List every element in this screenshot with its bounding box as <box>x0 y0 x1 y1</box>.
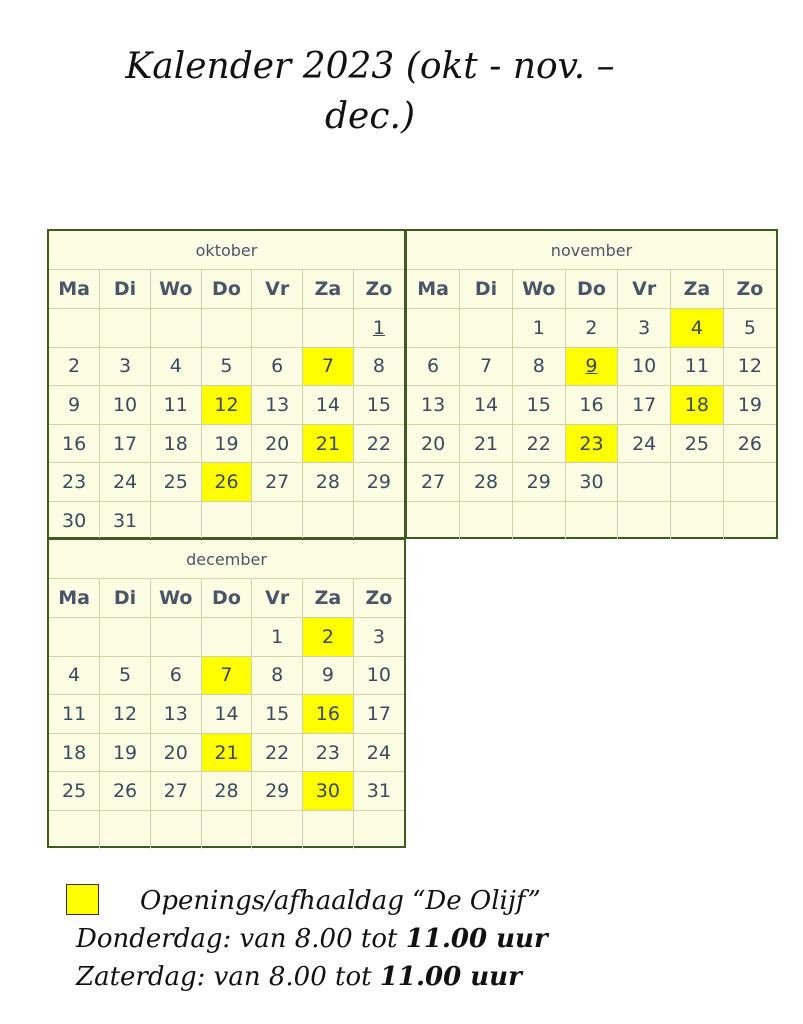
highlight-legend-swatch <box>66 884 99 915</box>
day-cell <box>565 309 618 348</box>
day-cell <box>303 463 354 502</box>
day-number: 25 <box>62 780 87 803</box>
day-cell <box>407 463 460 502</box>
empty-day-cell <box>252 502 303 541</box>
day-number: 2 <box>585 316 598 339</box>
day-cell <box>100 656 151 695</box>
day-number: 20 <box>421 432 446 455</box>
empty-day-cell <box>512 502 565 541</box>
day-number: 2 <box>321 625 334 648</box>
month-december <box>47 538 406 848</box>
highlighted-day-cell <box>303 695 354 734</box>
empty-day-cell <box>407 502 460 541</box>
day-number: 12 <box>112 703 138 726</box>
day-cell <box>49 656 100 695</box>
empty-day-cell <box>353 502 404 541</box>
day-cell <box>49 463 100 502</box>
week-row <box>49 424 404 463</box>
day-number: 1 <box>271 625 284 648</box>
day-number: 30 <box>579 471 604 494</box>
weekday-header: Ma <box>49 270 100 309</box>
day-cell <box>512 347 565 386</box>
day-number: 20 <box>163 741 188 764</box>
week-row <box>407 424 776 463</box>
day-cell <box>252 386 303 425</box>
day-cell <box>303 733 354 772</box>
legend-saturday-hours <box>76 962 522 992</box>
day-cell <box>618 309 671 348</box>
day-number: 26 <box>214 471 239 494</box>
day-cell <box>100 772 151 811</box>
day-number: 6 <box>271 355 284 378</box>
month-oktober <box>47 229 406 539</box>
weekday-header: Do <box>201 579 252 618</box>
day-cell <box>618 386 671 425</box>
day-cell <box>353 772 404 811</box>
day-number: 22 <box>366 432 391 455</box>
day-cell <box>49 347 100 386</box>
day-number: 18 <box>62 741 87 764</box>
day-number: 19 <box>214 432 239 455</box>
day-cell <box>150 424 201 463</box>
month-name: oktober <box>49 231 404 270</box>
day-number: 9 <box>585 355 598 378</box>
day-number: 22 <box>265 741 290 764</box>
highlighted-day-cell <box>303 618 354 657</box>
title-line-2: dec.) <box>325 96 415 137</box>
day-cell <box>252 733 303 772</box>
day-cell <box>460 347 513 386</box>
day-number: 10 <box>366 664 391 687</box>
weekday-header: Vr <box>252 270 303 309</box>
day-number: 26 <box>112 780 138 803</box>
page-title <box>60 42 680 142</box>
day-cell <box>150 733 201 772</box>
day-cell <box>565 463 618 502</box>
day-number: 10 <box>112 394 138 417</box>
day-number: 24 <box>632 432 657 455</box>
day-cell <box>252 772 303 811</box>
weekday-header: Za <box>303 579 354 618</box>
day-cell <box>100 386 151 425</box>
highlighted-day-cell <box>201 656 252 695</box>
day-cell <box>671 424 724 463</box>
day-cell <box>201 772 252 811</box>
legend-thursday-hours <box>76 924 548 954</box>
empty-day-cell <box>201 811 252 850</box>
day-number: 14 <box>473 394 499 417</box>
day-cell <box>353 656 404 695</box>
day-number: 4 <box>68 664 81 687</box>
day-cell <box>49 386 100 425</box>
highlighted-day-cell <box>303 424 354 463</box>
day-cell <box>150 772 201 811</box>
empty-day-cell <box>100 309 151 348</box>
empty-day-cell <box>150 309 201 348</box>
empty-day-cell <box>150 811 201 850</box>
day-cell <box>460 463 513 502</box>
day-cell <box>252 463 303 502</box>
weekday-header: Za <box>303 270 354 309</box>
month-name: december <box>49 540 404 579</box>
day-cell <box>49 772 100 811</box>
day-cell <box>353 347 404 386</box>
day-cell <box>100 424 151 463</box>
empty-day-cell <box>201 309 252 348</box>
day-cell <box>353 695 404 734</box>
day-number: 6 <box>427 355 440 378</box>
week-row <box>49 733 404 772</box>
day-cell <box>49 733 100 772</box>
day-number: 28 <box>473 471 499 494</box>
weekday-header: Wo <box>150 270 201 309</box>
day-number: 4 <box>169 355 182 378</box>
day-cell <box>512 309 565 348</box>
day-cell <box>565 386 618 425</box>
day-cell <box>407 424 460 463</box>
week-row <box>49 463 404 502</box>
legend-saturday-end: 11.00 uur <box>379 962 522 992</box>
day-number: 22 <box>526 432 551 455</box>
day-number: 3 <box>372 625 385 648</box>
day-cell <box>150 656 201 695</box>
day-cell <box>49 502 100 541</box>
day-number: 31 <box>366 780 391 803</box>
day-number: 8 <box>532 355 545 378</box>
day-number: 12 <box>214 394 239 417</box>
day-cell <box>252 424 303 463</box>
day-number: 17 <box>112 432 138 455</box>
day-cell <box>407 347 460 386</box>
day-number: 9 <box>321 664 334 687</box>
weekday-header: Di <box>100 270 151 309</box>
day-number: 26 <box>737 432 762 455</box>
empty-day-cell <box>565 502 618 541</box>
day-number: 19 <box>737 394 762 417</box>
calendar-grid <box>49 579 404 849</box>
empty-day-cell <box>150 618 201 657</box>
highlighted-day-cell <box>201 733 252 772</box>
weekday-header: Di <box>460 270 513 309</box>
day-number: 25 <box>163 471 188 494</box>
day-number: 10 <box>632 355 657 378</box>
day-cell <box>723 347 776 386</box>
day-number: 11 <box>62 703 87 726</box>
day-cell <box>407 386 460 425</box>
day-number: 23 <box>579 432 604 455</box>
empty-day-cell <box>303 309 354 348</box>
highlighted-day-cell <box>201 463 252 502</box>
day-number: 16 <box>62 432 87 455</box>
day-number: 20 <box>265 432 290 455</box>
empty-day-cell <box>49 811 100 850</box>
day-number: 11 <box>684 355 709 378</box>
day-cell <box>353 309 404 348</box>
weekday-header: Di <box>100 579 151 618</box>
day-cell <box>150 463 201 502</box>
day-number: 3 <box>638 316 651 339</box>
day-number: 16 <box>579 394 604 417</box>
legend-thursday-end: 11.00 uur <box>405 924 548 954</box>
empty-day-cell <box>671 502 724 541</box>
day-number: 7 <box>321 355 334 378</box>
day-cell <box>723 309 776 348</box>
day-number: 31 <box>112 510 138 533</box>
day-number: 24 <box>366 741 391 764</box>
day-cell <box>353 424 404 463</box>
weekday-header: Wo <box>150 579 201 618</box>
empty-day-cell <box>201 502 252 541</box>
day-number: 15 <box>366 394 391 417</box>
day-number: 28 <box>315 471 340 494</box>
highlighted-day-cell <box>201 386 252 425</box>
day-number: 24 <box>112 471 138 494</box>
day-cell <box>353 733 404 772</box>
day-cell <box>252 656 303 695</box>
day-number: 27 <box>265 471 290 494</box>
calendar-grid <box>407 270 776 540</box>
day-cell <box>723 386 776 425</box>
day-cell <box>201 347 252 386</box>
day-number: 4 <box>690 316 703 339</box>
day-number: 7 <box>480 355 493 378</box>
day-number: 3 <box>119 355 132 378</box>
day-number: 15 <box>265 703 290 726</box>
day-cell <box>100 502 151 541</box>
week-row <box>49 618 404 657</box>
day-cell <box>49 695 100 734</box>
legend-label: Openings/afhaaldag “De Olijf” <box>140 886 541 916</box>
day-cell <box>150 386 201 425</box>
day-number: 29 <box>265 780 290 803</box>
day-number: 6 <box>169 664 182 687</box>
highlighted-day-cell <box>671 386 724 425</box>
week-row <box>49 656 404 695</box>
empty-day-cell <box>49 309 100 348</box>
week-row <box>407 502 776 541</box>
day-cell <box>201 424 252 463</box>
calendar-grid <box>49 270 404 540</box>
day-number: 18 <box>163 432 188 455</box>
day-number: 13 <box>421 394 446 417</box>
empty-day-cell <box>407 309 460 348</box>
day-number: 30 <box>315 780 340 803</box>
highlighted-day-cell <box>303 347 354 386</box>
week-row <box>407 309 776 348</box>
empty-day-cell <box>723 463 776 502</box>
weekday-header: Zo <box>353 270 404 309</box>
day-number: 8 <box>271 664 284 687</box>
title-line-1: Kalender 2023 (okt - nov. – <box>125 46 615 87</box>
day-cell <box>252 695 303 734</box>
highlighted-day-cell <box>671 309 724 348</box>
day-number: 23 <box>62 471 87 494</box>
day-number: 28 <box>214 780 239 803</box>
empty-day-cell <box>353 811 404 850</box>
empty-day-cell <box>618 463 671 502</box>
day-cell <box>353 463 404 502</box>
day-number: 29 <box>526 471 551 494</box>
day-number: 13 <box>163 703 188 726</box>
day-cell <box>303 656 354 695</box>
day-number: 12 <box>737 355 762 378</box>
empty-day-cell <box>303 811 354 850</box>
day-cell <box>723 424 776 463</box>
day-cell <box>100 463 151 502</box>
day-number: 8 <box>372 355 385 378</box>
day-number: 27 <box>163 780 188 803</box>
day-number: 1 <box>532 316 545 339</box>
day-number: 21 <box>473 432 499 455</box>
week-row <box>407 463 776 502</box>
day-number: 5 <box>119 664 132 687</box>
day-number: 18 <box>684 394 709 417</box>
week-row <box>49 695 404 734</box>
empty-day-cell <box>49 618 100 657</box>
day-number: 1 <box>372 316 385 339</box>
week-row <box>407 386 776 425</box>
day-number: 16 <box>315 703 340 726</box>
day-cell <box>353 618 404 657</box>
day-cell <box>100 695 151 734</box>
weekday-header: Zo <box>723 270 776 309</box>
empty-day-cell <box>460 502 513 541</box>
week-row <box>49 386 404 425</box>
day-cell <box>252 618 303 657</box>
empty-day-cell <box>252 811 303 850</box>
day-cell <box>353 386 404 425</box>
day-cell <box>512 424 565 463</box>
day-number: 14 <box>315 394 340 417</box>
week-row <box>407 347 776 386</box>
empty-day-cell <box>252 309 303 348</box>
empty-day-cell <box>303 502 354 541</box>
day-cell <box>100 733 151 772</box>
day-number: 27 <box>421 471 446 494</box>
week-row <box>49 811 404 850</box>
weekday-header: Vr <box>252 579 303 618</box>
weekday-header: Wo <box>512 270 565 309</box>
empty-day-cell <box>100 618 151 657</box>
weekday-header: Ma <box>407 270 460 309</box>
day-number: 5 <box>220 355 233 378</box>
day-number: 15 <box>526 394 551 417</box>
day-cell <box>303 386 354 425</box>
day-cell <box>100 347 151 386</box>
legend-thursday-text: Donderdag: van 8.00 tot <box>76 924 406 954</box>
day-number: 2 <box>68 355 81 378</box>
day-number: 30 <box>62 510 87 533</box>
day-number: 14 <box>214 703 239 726</box>
day-number: 21 <box>315 432 340 455</box>
day-number: 25 <box>684 432 709 455</box>
day-cell <box>252 347 303 386</box>
day-number: 23 <box>315 741 340 764</box>
day-number: 11 <box>163 394 188 417</box>
empty-day-cell <box>460 309 513 348</box>
month-name: november <box>407 231 776 270</box>
weekday-header: Vr <box>618 270 671 309</box>
day-cell <box>150 347 201 386</box>
day-number: 29 <box>366 471 391 494</box>
day-cell <box>49 424 100 463</box>
day-cell <box>460 424 513 463</box>
day-cell <box>618 347 671 386</box>
day-cell <box>460 386 513 425</box>
day-number: 19 <box>112 741 138 764</box>
empty-day-cell <box>723 502 776 541</box>
day-cell <box>671 347 724 386</box>
highlighted-day-cell <box>303 772 354 811</box>
empty-day-cell <box>100 811 151 850</box>
empty-day-cell <box>150 502 201 541</box>
highlighted-day-cell <box>565 424 618 463</box>
highlighted-day-cell <box>565 347 618 386</box>
week-row <box>49 502 404 541</box>
day-number: 13 <box>265 394 290 417</box>
day-number: 17 <box>632 394 657 417</box>
weekday-header: Do <box>565 270 618 309</box>
day-number: 9 <box>68 394 81 417</box>
weekday-header: Do <box>201 270 252 309</box>
month-november <box>405 229 778 539</box>
day-cell <box>150 695 201 734</box>
day-cell <box>512 386 565 425</box>
day-number: 21 <box>214 741 239 764</box>
day-cell <box>618 424 671 463</box>
day-number: 7 <box>220 664 233 687</box>
week-row <box>49 347 404 386</box>
weekday-header: Za <box>671 270 724 309</box>
legend-saturday-text: Zaterdag: van 8.00 tot <box>76 962 380 992</box>
week-row <box>49 309 404 348</box>
weekday-header: Ma <box>49 579 100 618</box>
week-row <box>49 772 404 811</box>
empty-day-cell <box>201 618 252 657</box>
day-number: 5 <box>743 316 756 339</box>
day-number: 17 <box>366 703 391 726</box>
empty-day-cell <box>618 502 671 541</box>
day-cell <box>201 695 252 734</box>
day-cell <box>512 463 565 502</box>
weekday-header: Zo <box>353 579 404 618</box>
empty-day-cell <box>671 463 724 502</box>
